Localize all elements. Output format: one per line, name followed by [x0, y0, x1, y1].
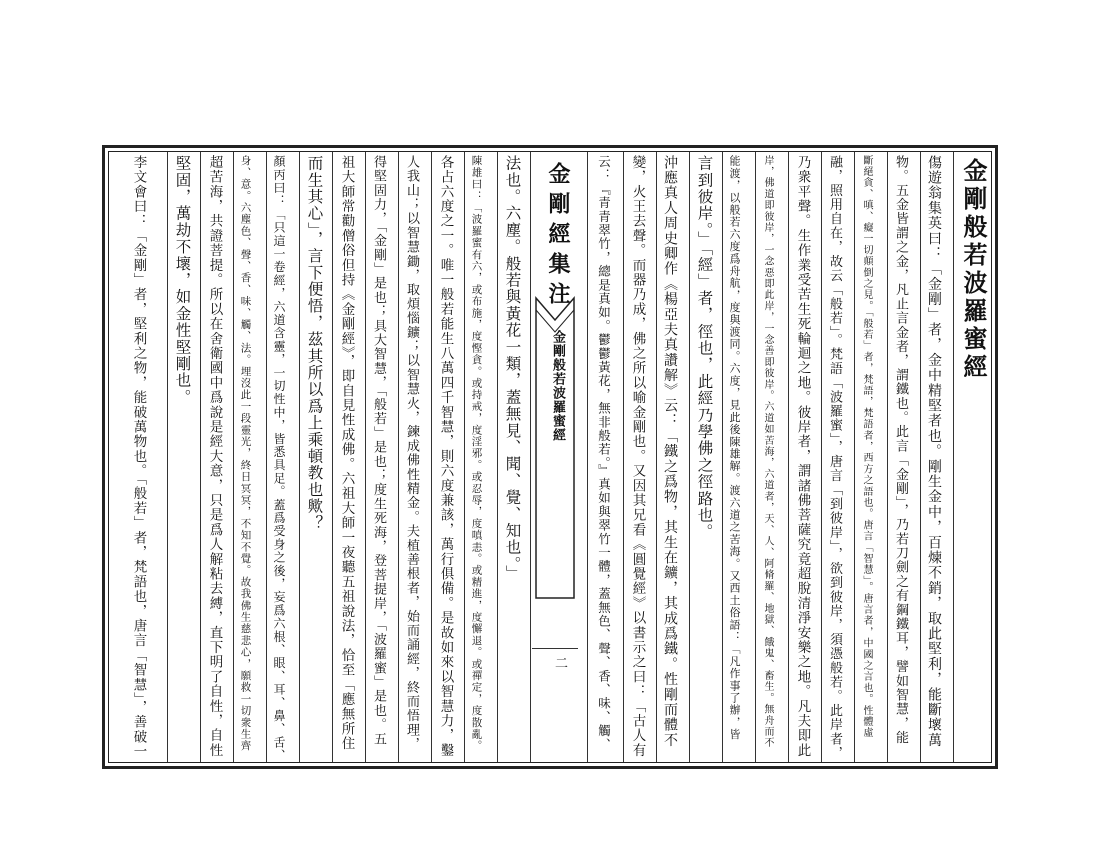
text-column: 能渡，以般若六度爲舟航，度與渡同。六度，見此後陳雄解。渡六道之苦海。又西土俗語：「凡作事了辦，皆	[728, 155, 741, 741]
chapter-heading: 金剛般若波羅蜜經	[959, 158, 988, 382]
column-rule	[587, 152, 588, 762]
spine-subtitle: 金剛般若波羅蜜經	[550, 330, 565, 442]
column-rule	[656, 152, 657, 762]
text-column: 岸，佛道即彼岸，一念惡即此岸，一念善即彼岸。六道如苦海，六道者，天、人、阿脩羅、地獄、餓鬼、畜生。無舟而不	[762, 155, 773, 749]
text-column: 陳雄曰：「波羅蜜有六，或布施，度慳貪。或持戒，度淫邪。或忍辱，度嗔恚。或精進，度懈退。或禪定，度散亂。	[470, 155, 483, 752]
column-rule	[623, 152, 624, 762]
text-column: 李文會曰：「金剛」者，堅利之物，能破萬物也。「般若」者，梵語也，唐言「智慧」，善破一	[130, 155, 147, 759]
text-column: 而生其心」，言下便悟，茲其所以爲上乘頓教也歟？	[305, 155, 324, 532]
column-rule	[266, 152, 267, 762]
text-column: 各占六度之一。唯一般若能生八萬四千智慧，則六度兼該，萬行俱備。是故如來以智慧力，鑿	[437, 155, 454, 758]
text-column: 變，火王去聲。而器乃成，佛之所以喻金剛也。又因其兄看《圓覺經》以書示之曰：「古人有	[629, 155, 646, 758]
column-rule	[365, 152, 366, 762]
text-column: 得堅固力，「金剛」是也；具大智慧，「般若」是也；度生死海，登菩提岸，「波羅蜜」是也。五	[371, 155, 386, 747]
spine-divider	[532, 648, 578, 649]
column-rule	[299, 152, 300, 762]
text-column: 云：『青青翠竹，總是真如。鬱鬱黃花，無非般若。』真如與翠竹一體，蓋無色、聲、香、味、觸、	[596, 155, 612, 752]
text-column: 法也。六塵。般若與黃花一類，蓋無見、聞、覺、知也。」	[503, 155, 522, 582]
text-column: 超苦海，共證菩提。所以在舍衛國中爲說是經大意，只是爲人解粘去縛，直下明了自性，自性	[206, 155, 223, 758]
column-rule	[431, 152, 432, 762]
text-column: 祖大師常勸僧俗但持《金剛經》，即自見性成佛。六祖大師一夜聽五祖說法，恰至「應無所住	[338, 155, 355, 751]
column-rule	[920, 152, 921, 762]
page-frame	[102, 145, 998, 769]
column-rule	[233, 152, 234, 762]
column-rule	[332, 152, 333, 762]
column-rule	[464, 152, 465, 762]
column-rule	[497, 152, 498, 762]
text-column: 顏丙曰：「只這一卷經，六道含靈，一切性中，皆悉具足。蓋爲受身之後，妄爲六根、眼、耳、鼻、舌、	[272, 155, 286, 763]
text-column: 堅固，萬劫不壞，如金性堅剛也。	[173, 155, 192, 406]
column-rule	[398, 152, 399, 762]
column-rule	[821, 152, 822, 762]
column-rule	[788, 152, 789, 762]
column-rule	[755, 152, 756, 762]
text-column: 人我山；以智慧鋤，取煩惱鑛；以智慧火，鍊成佛性精金。夫植善根者，始而誦經，終而悟理，	[404, 155, 419, 752]
text-column: 斷絕貪、嗔、癡一切顛倒之見。「般若」者，梵語，梵語者，西方之語也。唐言「智慧」。唐言者，中國之言也。性體虛	[861, 155, 872, 739]
column-rule	[200, 152, 201, 762]
text-column: 言到彼岸。」「經」者，徑也，此經乃學佛之徑路也。	[695, 155, 714, 541]
column-rule	[689, 152, 690, 762]
column-rule	[167, 152, 168, 762]
column-rule	[953, 152, 954, 762]
text-column: 乃衆平聲。生作業受苦生死輪迴之地。彼岸者，謂諸佛菩薩究竟超脫清淨安樂之地。凡夫即此	[794, 155, 811, 758]
page-number: 二	[552, 656, 567, 669]
text-column: 傷遊翁集英曰：「金剛」者，金中精堅者也。剛生金中，百煉不銷，取此堅利，能斷壞萬	[926, 155, 942, 748]
column-rule	[887, 152, 888, 762]
spine-title: 金剛經集注	[545, 162, 571, 312]
text-column: 物。五金皆謂之金，凡止言金者，謂鐵也。此言「金剛」，乃若刀劍之有鋼鐵耳，譬如智慧，能	[893, 155, 908, 745]
column-rule	[854, 152, 855, 762]
column-rule	[530, 152, 531, 762]
text-column: 融，照用自在，故云「般若」。梵語「波羅蜜」，唐言「到彼岸」，欲到彼岸，須憑般若。此岸者，	[827, 155, 842, 761]
text-column: 身、意。六塵色、聲、香、味、觸、法。埋沒此一段靈光，終日冥冥，不知不覺。故我佛生慈悲心，願救一切衆生齊	[239, 155, 252, 752]
text-column: 沖應真人周史卿作《楊亞夫真讚解》云：「鐵之爲物，其生在鑛，其成爲鐵。性剛而體不	[662, 155, 678, 748]
column-rule	[722, 152, 723, 762]
